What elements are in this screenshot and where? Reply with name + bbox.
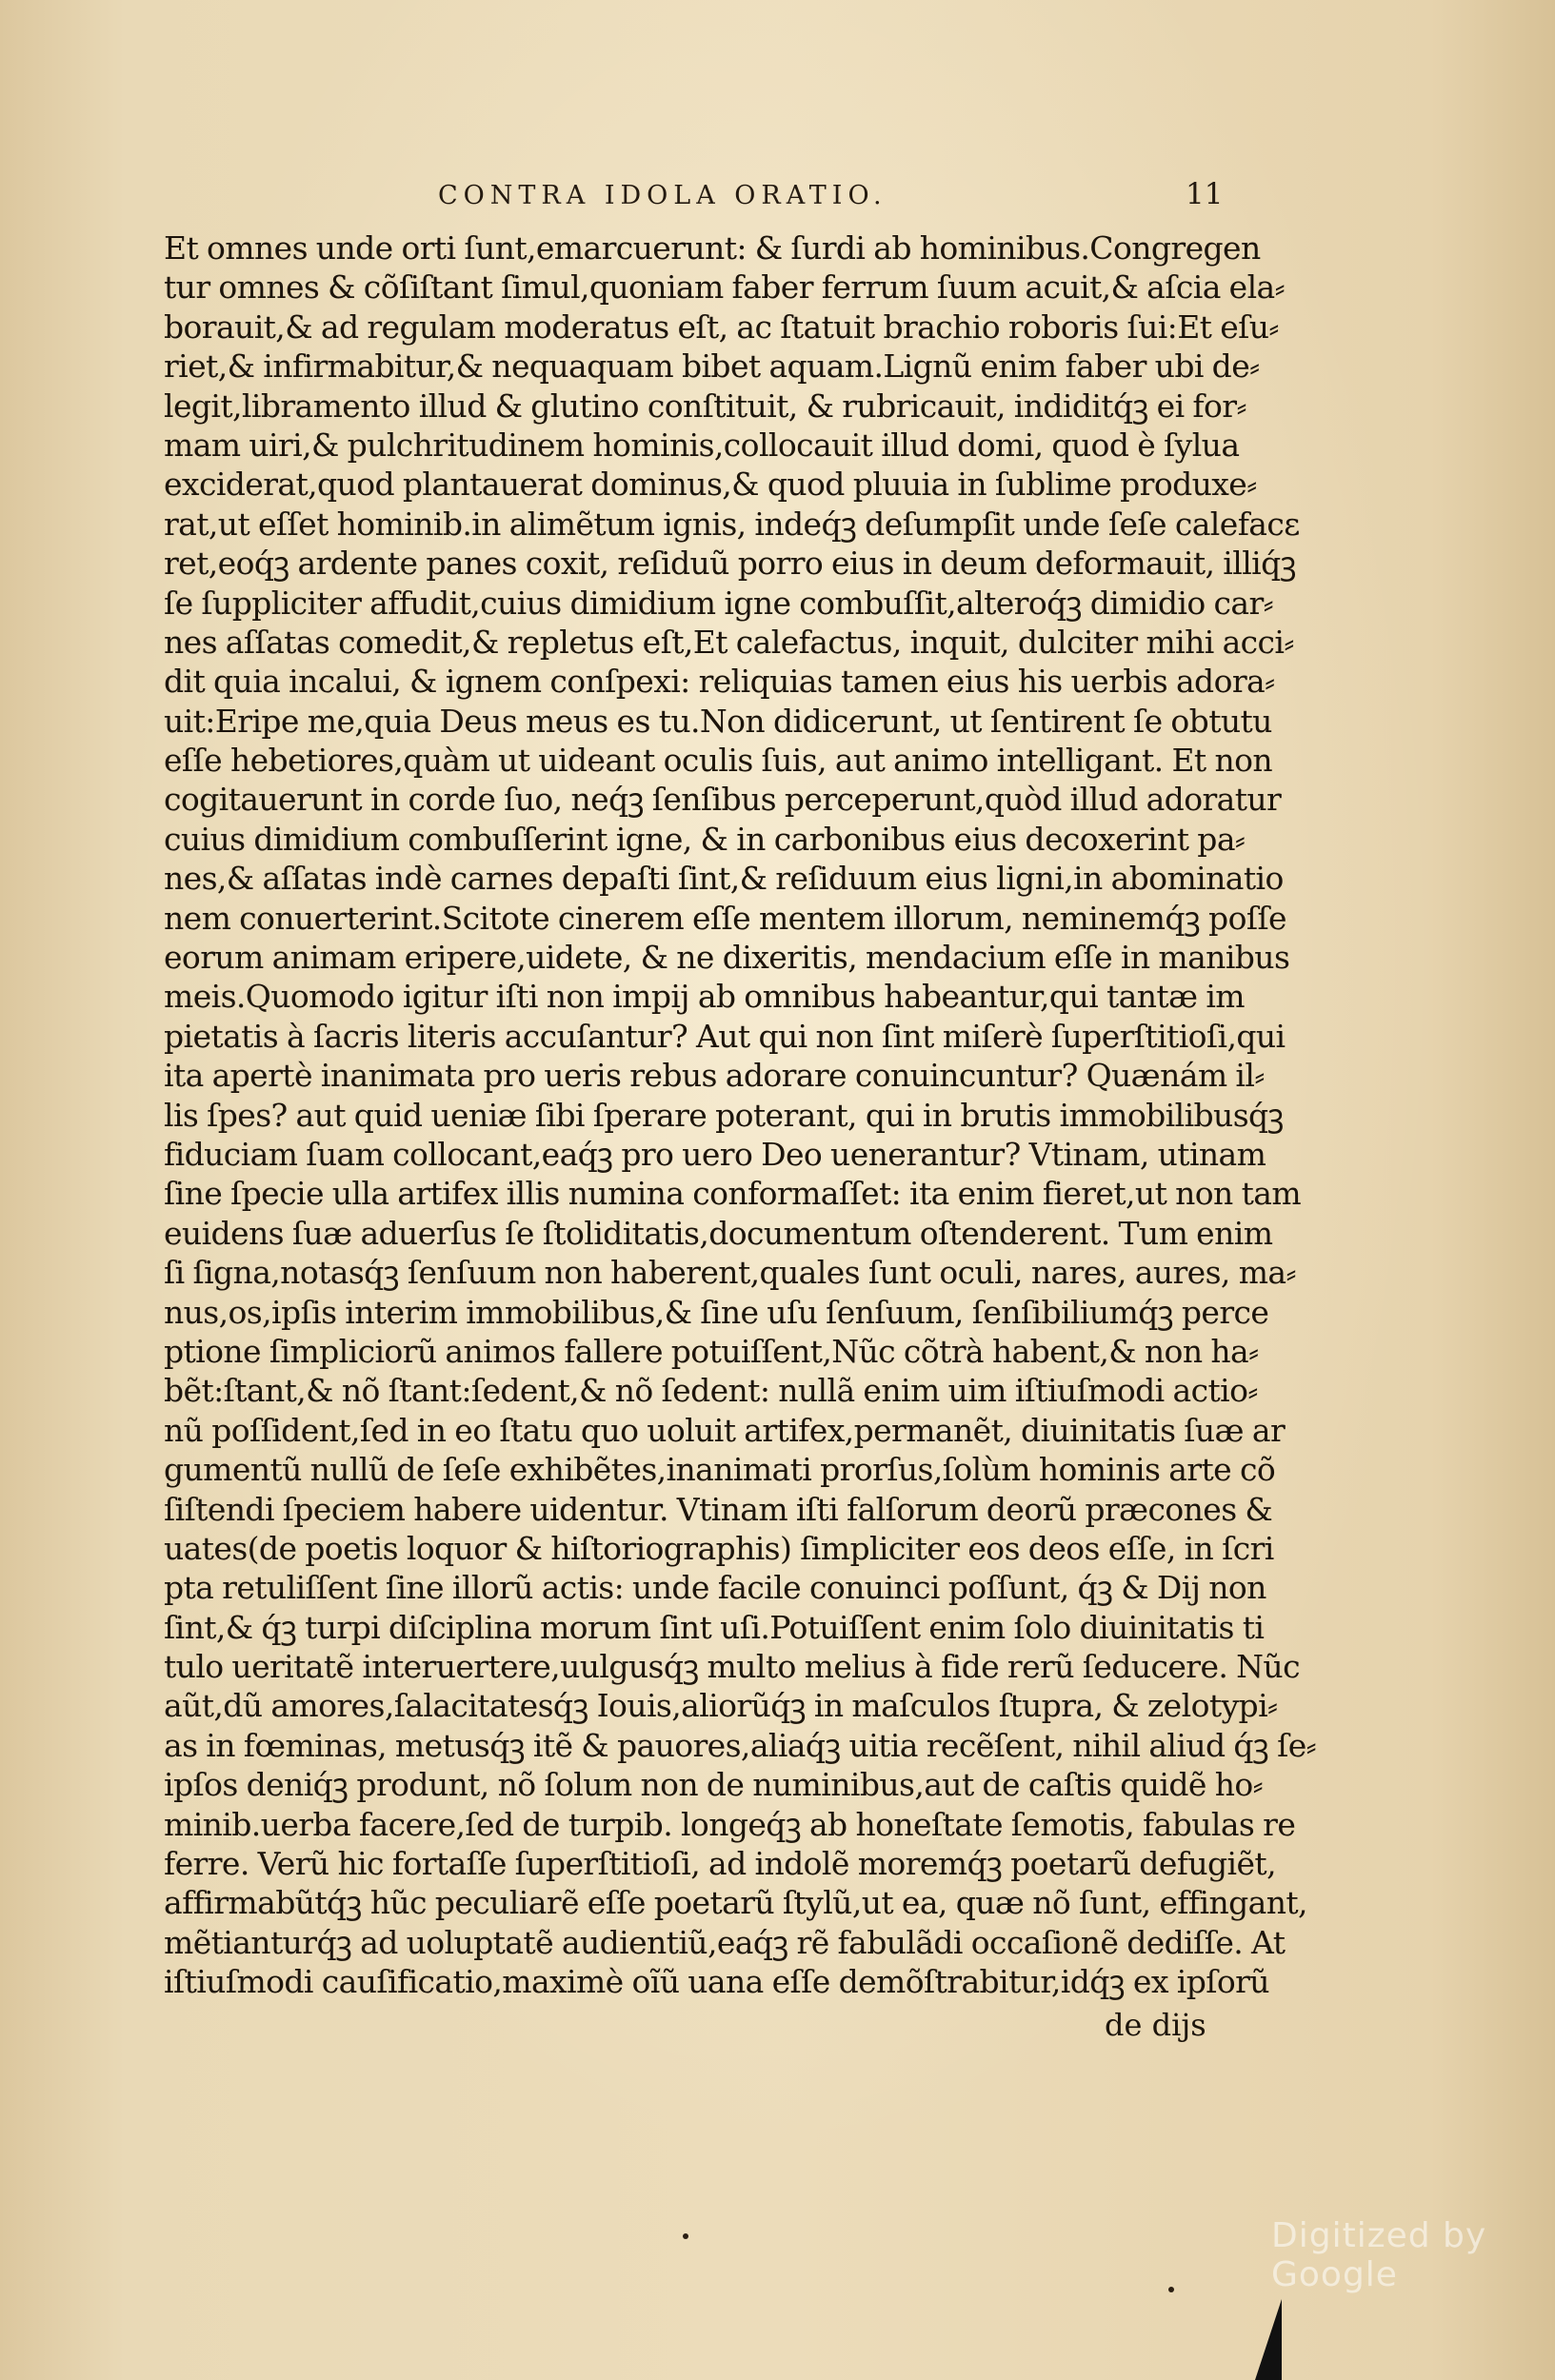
text-line: ita apertè inanimata pro ueris rebus adorare conuincuntur? Quænám il⸗ [164, 1057, 1265, 1095]
text-line: nes aſſatas comedit,& repletus eſt,Et calefactus, inquit, dulciter mihi acci⸗ [164, 623, 1294, 661]
text-line: legit,libramento illud & glutino conſtituit, & rubricauit, indiditq́ꝫ ei for⸗ [164, 387, 1246, 425]
text-line: meis.Quomodo igitur iſti non impij ab omnibus habeantur,qui tantæ im [164, 978, 1245, 1016]
catchword: de dijs [1105, 2007, 1206, 2043]
body-text [164, 228, 1317, 2002]
text-line: mẽtianturq́ꝫ ad uoluptatẽ audientiũ,eaq́ꝫ rẽ fabulãdi occaſionẽ dediſſe. At [164, 1923, 1286, 1961]
text-line: mam uiri,& pulchritudinem hominis,collocauit illud domi, quod è ſylua [164, 426, 1240, 464]
text-line: exciderat,quod plantauerat dominus,& quod pluuia in ſublime produxe⸗ [164, 466, 1257, 504]
text-line: riet,& infirmabitur,& nequaquam bibet aquam.Lignũ enim faber ubi de⸗ [164, 347, 1260, 386]
text-line: pta retuliſſent ſine illorũ actis: unde facile conuinci poſſunt, q́ꝫ & Dij non [164, 1569, 1266, 1607]
text-line: aũt,dũ amores,ſalacitatesq́ꝫ Iouis,aliorũq́ꝫ in maſculos ſtupra, & zelotypi⸗ [164, 1687, 1278, 1725]
text-line: nus,os,ipſis interim immobilibus,& ſine uſu ſenſuum, ſenſibiliumq́ꝫ perce [164, 1293, 1269, 1331]
text-line: ipſos deniq́ꝫ produnt, nõ ſolum non de numinibus,aut de caſtis quidẽ ho⸗ [164, 1766, 1264, 1804]
text-line: cogitauerunt in corde ſuo, neq́ꝫ ſenſibus perceperunt,quòd illud adoratur [164, 781, 1282, 819]
ink-dot [683, 2233, 688, 2239]
text-line: fiduciam ſuam collocant,eaq́ꝫ pro uero Deo uenerantur? Vtinam, utinam [164, 1135, 1266, 1173]
text-line: euidens ſuæ aduerſus ſe ſtoliditatis,documentum oſtenderent. Tum enim [164, 1214, 1273, 1252]
text-line: ſine ſpecie ulla artifex illis numina conformaſſet: ita enim fieret,ut non tam [164, 1175, 1302, 1213]
text-line: eorum animam eripere,uidete, & ne dixeritis, mendacium eſſe in manibus [164, 939, 1290, 977]
text-line: ſe ſuppliciter affudit,cuius dimidium igne combuſſit,alteroq́ꝫ dimidio car⸗ [164, 584, 1274, 622]
text-line: ret,eoq́ꝫ ardente panes coxit, reſiduũ porro eius in deum deformauit, illiq́ꝫ [164, 545, 1296, 583]
scan-corner-mark [1255, 2299, 1282, 2380]
text-line: uates(de poetis loquor & hiſtoriographis) ſimpliciter eos deos eſſe, in ſcri [164, 1529, 1274, 1567]
text-line: ſint,& q́ꝫ turpi diſciplina morum ſint uſi.Potuiſſent enim ſolo diuinitatis ti [164, 1608, 1265, 1646]
ink-dot [1168, 2287, 1174, 2292]
text-line: nũ poſſident,ſed in eo ſtatu quo uoluit artifex,permanẽt, diuinitatis ſuæ ar [164, 1411, 1286, 1449]
text-line: dit quia incalui, & ignem conſpexi: reliquias tamen eius his uerbis adora⸗ [164, 663, 1275, 701]
digitization-watermark: Digitized by Google [1271, 2216, 1487, 2294]
text-line: ferre. Verũ hic fortaſſe ſuperſtitioſi, ad indolẽ moremq́ꝫ poetarũ defugiẽt, [164, 1845, 1276, 1883]
text-line: gumentũ nullũ de ſeſe exhibẽtes,inanimati prorſus,ſolùm hominis arte cõ [164, 1451, 1276, 1489]
text-line: ſiſtendi ſpeciem habere uidentur. Vtinam iſti falſorum deorũ præcones & [164, 1490, 1273, 1528]
text-line: nem conuerterint.Scitote cinerem eſſe mentem illorum, neminemq́ꝫ poſſe [164, 899, 1286, 937]
text-line: cuius dimidium combuſſerint igne, & in carbonibus eius decoxerint pa⸗ [164, 820, 1246, 858]
text-line: affirmabũtq́ꝫ hũc peculiarẽ eſſe poetarũ ſtylũ,ut ea, quæ nõ ſunt, effingant, [164, 1884, 1307, 1922]
text-line: nes,& aſſatas indè carnes depaſti ſint,& reſiduum eius ligni,in abominatio [164, 860, 1284, 898]
text-line: lis ſpes? aut quid ueniæ ſibi ſperare poterant, qui in brutis immobilibusq́ꝫ [164, 1096, 1284, 1134]
text-line: eſſe hebetiores,quàm ut uideant oculis ſuis, aut animo intelligant. Et non [164, 742, 1273, 780]
running-title: CONTRA IDOLA ORATIO. [438, 181, 887, 210]
text-line: bẽt:ſtant,& nõ ſtant:ſedent,& nõ ſedent: nullã enim uim iſtiuſmodi actio⸗ [164, 1372, 1258, 1410]
page-number: 11 [1186, 177, 1224, 211]
text-line: minib.uerba facere,ſed de turpib. longeq́ꝫ ab honeſtate ſemotis, fabulas re [164, 1805, 1296, 1843]
text-line: tulo ueritatẽ interuertere,uulgusq́ꝫ multo melius à fide rerũ ſeducere. Nũc [164, 1648, 1300, 1686]
text-line: borauit,& ad regulam moderatus eſt, ac ſtatuit brachio roboris ſui:Et eſu⸗ [164, 307, 1279, 346]
text-line: pietatis à ſacris literis accuſantur? Aut qui non ſint miſerè ſuperſtitioſi,qui [164, 1017, 1286, 1055]
text-line: iſtiuſmodi cauſificatio,maximè oĩũ uana eſſe demõſtrabitur,idq́ꝫ ex ipſorũ [164, 1963, 1269, 2001]
text-line: uit:Eripe me,quia Deus meus es tu.Non didicerunt, ut ſentirent ſe obtutu [164, 702, 1272, 740]
text-line: Et omnes unde orti ſunt,emarcuerunt: & ſurdi ab hominibus.Congregen [164, 229, 1261, 267]
text-line: ptione ſimpliciorũ animos fallere potuiſſent,Nũc cõtrà habent,& non ha⸗ [164, 1332, 1259, 1370]
text-line: ſi ſigna,notasq́ꝫ ſenſuum non haberent,quales ſunt oculi, nares, aures, ma⸗ [164, 1254, 1296, 1292]
text-line: tur omnes & cõſiſtant ſimul,quoniam faber ferrum ſuum acuit,& aſcia ela⸗ [164, 268, 1286, 307]
text-line: as in fœminas, metusq́ꝫ itẽ & pauores,aliaq́ꝫ uitia recẽſent, nihil aliud q́ꝫ ſe⸗ [164, 1726, 1317, 1764]
text-line: rat,ut eſſet hominib.in alimẽtum ignis, indeq́ꝫ deſumpſit unde ſeſe calefacε [164, 505, 1300, 543]
